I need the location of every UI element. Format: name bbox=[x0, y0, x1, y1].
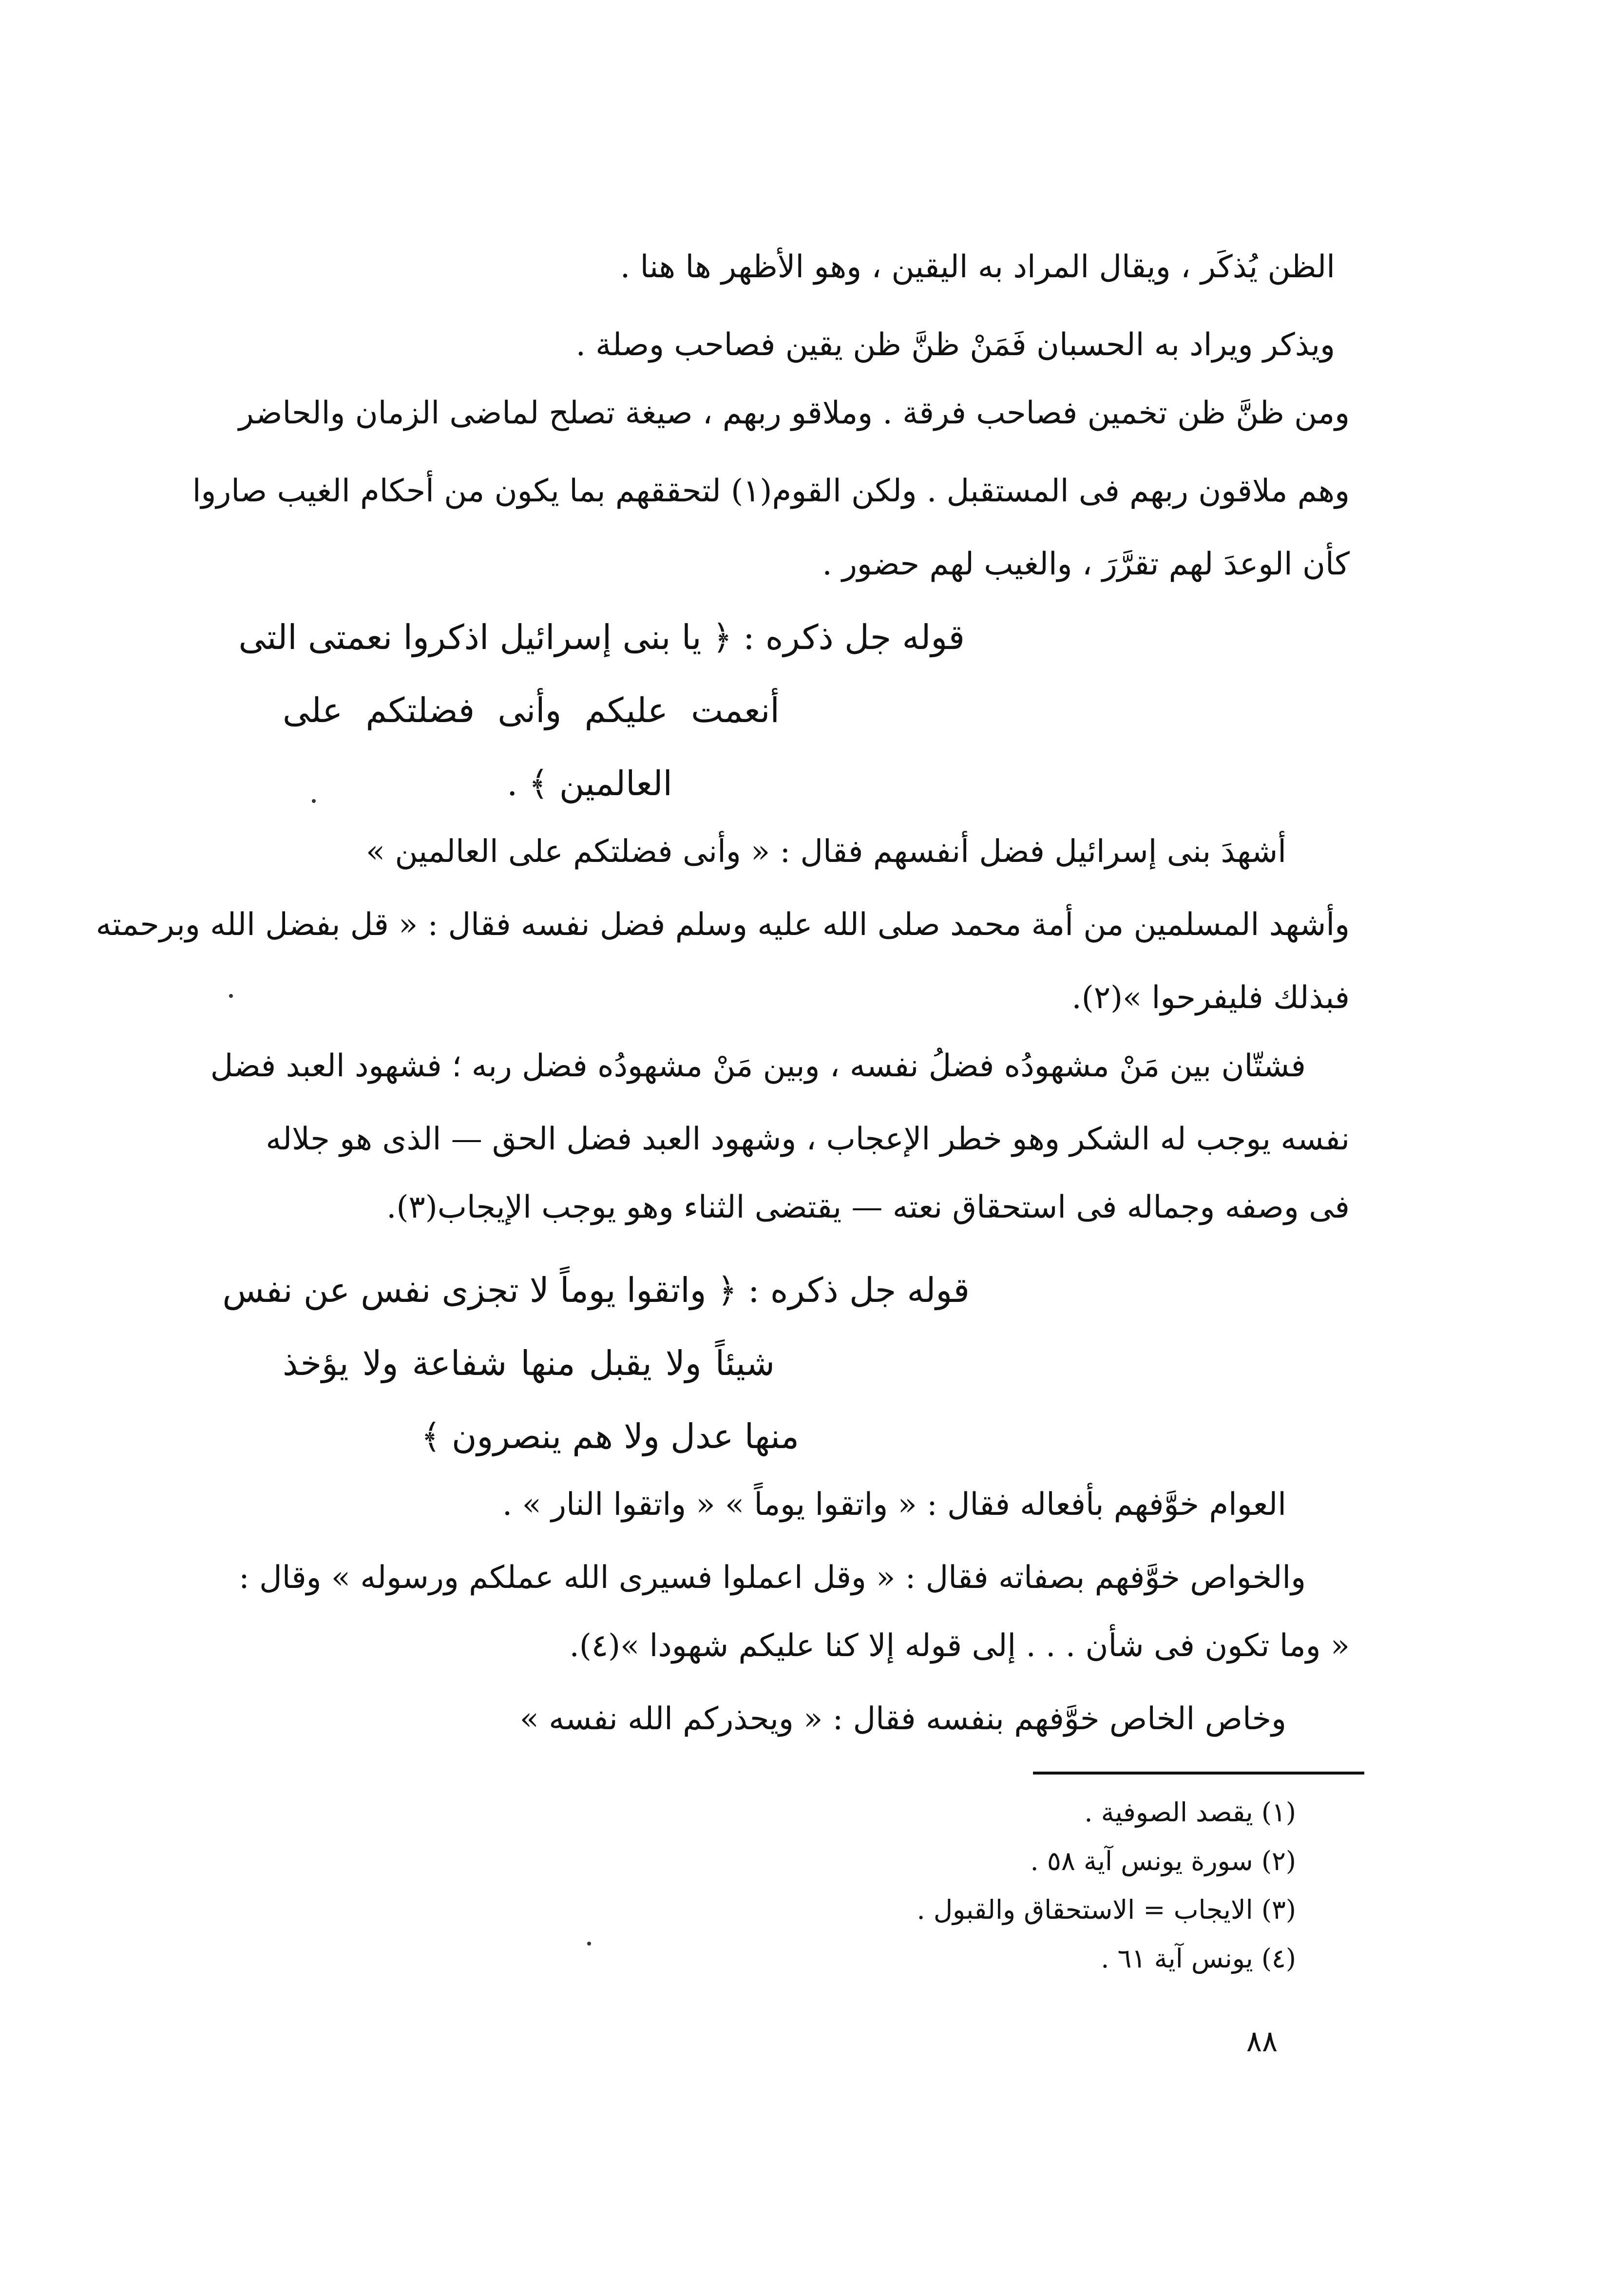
page-number: ٨٨ bbox=[1246, 2024, 1278, 2059]
quran-verse-2-line-2: شيئاً ولا يقبل منها شفاعة ولا يؤخذ bbox=[283, 1343, 775, 1383]
quran-verse-2-line-3: منها عدل ولا هم ينصرون ﴾ bbox=[420, 1416, 799, 1456]
body-line-5: كأن الوعدَ لهم تقرَّرَ ، والغيب لهم حضور . bbox=[822, 546, 1350, 582]
scan-speck bbox=[587, 1942, 591, 1946]
body-line-8: فبذلك فليفرحوا »(٢). bbox=[1071, 980, 1350, 1016]
body-line-15: وخاص الخاص خوَّفهم بنفسه فقال : « ويحذركم الله نفسه » bbox=[519, 1701, 1286, 1737]
body-line-1: الظن يُذكَر ، ويقال المراد به اليقين ، وهو الأظهر ها هنا . bbox=[620, 249, 1335, 285]
footnote-2: (٢) سورة يونس آية ٥٨ . bbox=[1030, 1846, 1296, 1876]
body-line-2: ويذكر ويراد به الحسبان فَمَنْ ظنَّ ظن يقين فصاحب وصلة . bbox=[575, 327, 1335, 363]
body-line-12: العوام خوَّفهم بأفعاله فقال : « واتقوا يوماً » « واتقوا النار » . bbox=[502, 1487, 1286, 1523]
scan-speck bbox=[312, 799, 316, 803]
quran-verse-1-line-2: أنعمت عليكم وأنى فضلتكم على bbox=[283, 690, 780, 730]
body-line-10: نفسه يوجب له الشكر وهو خطر الإعجاب ، وشهود العبد فضل الحق — الذى هو جلاله bbox=[266, 1121, 1350, 1157]
quran-verse-1-line-3: العالمين ﴾ . bbox=[507, 764, 672, 803]
scan-speck bbox=[229, 994, 233, 998]
body-line-11: فى وصفه وجماله فى استحقاق نعته — يقتضى الثناء وهو يوجب الإيجاب(٣). bbox=[386, 1189, 1350, 1225]
quran-verse-2-line-1: قوله جل ذكره : ﴿ واتقوا يوماً لا تجزى نفس عن نفس bbox=[222, 1270, 970, 1310]
footnote-4: (٤) يونس آية ٦١ . bbox=[1101, 1943, 1296, 1974]
body-line-9: فشتّان بين مَنْ مشهودُه فضلُ نفسه ، وبين مَنْ مشهودُه فضل ربه ؛ فشهود العبد فضل bbox=[210, 1048, 1306, 1084]
body-line-14: « وما تكون فى شأن . . . إلى قوله إلا كنا عليكم شهودا »(٤). bbox=[569, 1628, 1350, 1664]
body-line-3: ومن ظنَّ ظن تخمين فصاحب فرقة . وملاقو ربهم ، صيغة تصلح لماضى الزمان والحاضر bbox=[238, 395, 1350, 431]
quran-verse-1-line-1: قوله جل ذكره : ﴿ يا بنى إسرائيل اذكروا نعمتى التى bbox=[238, 617, 965, 657]
footnote-separator bbox=[1033, 1772, 1364, 1775]
body-line-4: وهم ملاقون ربهم فى المستقبل . ولكن القوم(١) لتحققهم بما يكون من أحكام الغيب صاروا bbox=[192, 473, 1350, 509]
footnote-3: (٣) الايجاب = الاستحقاق والقبول . bbox=[917, 1894, 1296, 1925]
body-line-13: والخواص خوَّفهم بصفاته فقال : « وقل اعملوا فسيرى الله عملكم ورسوله » وقال : bbox=[239, 1560, 1306, 1596]
body-line-6: أشهدَ بنى إسرائيل فضل أنفسهم فقال : « وأنى فضلتكم على العالمين » bbox=[365, 834, 1286, 870]
footnote-1: (١) يقصد الصوفية . bbox=[1084, 1797, 1296, 1828]
body-line-7: وأشهد المسلمين من أمة محمد صلى الله عليه وسلم فضل نفسه فقال : « قل بفضل الله وبرحمته bbox=[96, 907, 1350, 943]
